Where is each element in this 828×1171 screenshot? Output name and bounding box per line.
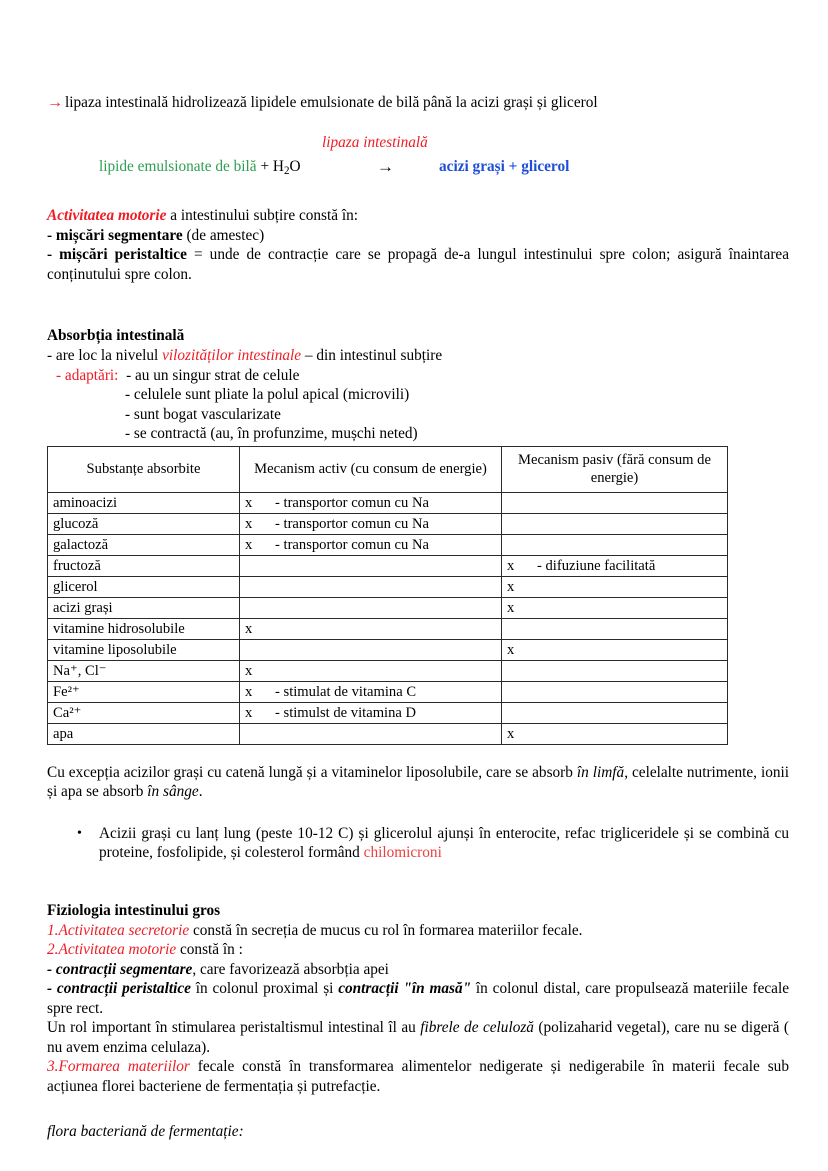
document-content [47,93,789,1142]
active-note: - stimulat de vitamina C [275,683,417,700]
passive-mark: x [507,578,515,595]
reaction-substrate-text: lipide emulsionate de bilă [99,158,257,175]
absorbtie-adaptari-item [47,424,789,444]
table-cell-substance: glucoză [48,513,240,534]
gros-peristaltice-mid: în colonul proximal și [190,980,339,997]
gros-heading: Fiziologia intestinului gros [47,901,221,919]
absorbtie-adaptari-item-text: - sunt bogat vascularizate [125,405,281,423]
post-table-c: . [198,783,203,800]
motricitate-item-2 [47,245,789,284]
gros-celuloza-em: fibrele de celuloză [420,1019,534,1036]
table-cell-substance: galactoză [48,534,240,555]
active-mark: x [245,515,253,532]
post-table-paragraph [47,763,789,802]
table-cell-substance: Fe²⁺ [48,681,240,702]
table-header-row [48,446,728,492]
absorption-table-body [48,492,728,744]
gros-celuloza-line [47,1018,789,1057]
gros-peristaltice-line [47,979,789,1018]
table-row [48,597,728,618]
flora-label: flora bacteriană de fermentație: [47,1123,244,1140]
section-intestin-gros [47,901,789,1097]
table-cell-passive [502,702,728,723]
table-row [48,576,728,597]
table-row [48,618,728,639]
reaction-water-suffix: O [289,158,301,175]
table-cell-active [240,597,502,618]
table-row [48,723,728,744]
table-cell-substance: vitamine hidrosolubile [48,618,240,639]
gros-segmentare-line [47,960,789,980]
table-cell-passive [502,723,728,744]
table-cell-passive [502,492,728,513]
table-cell-active [240,660,502,681]
gros-secretorie-line [47,921,789,941]
gros-motorie-rest: constă în : [176,941,243,958]
gros-formarea-line [47,1057,789,1096]
motricitate-title-rest: a intestinului subțire constă în: [166,207,358,224]
motricitate-item-2-label: - mișcări peristaltice [47,246,187,263]
section-absorbtie [47,326,789,444]
section-motricitate [47,206,789,284]
absorbtie-line-1-a: - are loc la nivelul [47,347,163,364]
table-cell-passive [502,597,728,618]
table-row [48,660,728,681]
table-row [48,681,728,702]
table-header-active: Mecanism activ (cu consum de energie) [240,446,502,492]
active-mark: x [245,620,253,637]
absorbtie-adaptari-label: - adaptări: [56,366,119,384]
absorbtie-adaptari-item [47,405,789,425]
passive-mark: x [507,557,515,574]
table-header-passive: Mecanism pasiv (fără consum de energie) [502,446,728,492]
post-table-b: , celelalte nutrimente, ionii și apa se absorb [47,763,789,800]
table-cell-substance: aminoacizi [48,492,240,513]
intro-line [47,93,789,112]
section-flora [47,1122,789,1142]
table-cell-passive [502,534,728,555]
motricitate-item-1 [47,226,789,246]
active-note: - stimulst de vitamina D [275,704,417,721]
table-cell-substance: vitamine liposolubile [48,639,240,660]
absorbtie-adaptari-line [47,366,789,386]
table-cell-substance: apa [48,723,240,744]
table-row [48,555,728,576]
reaction-water [257,158,301,175]
absorbtie-adaptari-item [47,385,789,405]
gros-secretorie-label: 1.Activitatea secretorie [47,921,190,939]
absorbtie-vilozitati: vilozităților intestinale [162,347,302,364]
absorbtie-line-1-b: – din intestinul subțire [301,347,443,364]
table-cell-substance: Ca²⁺ [48,702,240,723]
gros-motorie-label: 2.Activitatea motorie [47,941,177,958]
reaction-plus-water: + H [260,158,284,175]
active-mark: x [245,536,253,553]
post-table-em-limfa: în limfă [576,763,625,781]
reaction-products: acizi grași + glicerol [439,158,570,175]
table-cell-active [240,723,502,744]
absorbtie-adaptari-first-text: - au un singur strat de celule [126,366,300,384]
absorbtie-adaptari-item-text: - celulele sunt pliate la polul apical (microvili) [125,386,410,403]
table-cell-active [240,702,502,723]
reaction-enzyme-label: lipaza intestinală [322,134,428,151]
table-cell-active [240,681,502,702]
table-cell-substance: Na⁺, Cl⁻ [48,660,240,681]
table-cell-active [240,618,502,639]
motricitate-item-2-rest: = unde de contracție care se propagă de-a lungul intestinului spre colon; asigură înaintarea conținutului spre colon. [47,246,789,283]
bullet-text: Acizii grași cu lanț lung (peste 10-12 C) și glicerolul ajunși în enterocite, refac trigliceridele și se combină cu proteine, fosfolipide, și colesterol formând [99,824,789,861]
active-note: - transportor comun cu Na [275,494,429,511]
gros-peristaltice-rest: în colonul distal, care propulsează materiile fecale spre rect. [47,980,789,1017]
table-header-substance: Substanțe absorbite [48,446,240,492]
chilomicroni-bullet-list [47,824,789,863]
table-row [48,534,728,555]
post-table-em-sange: în sânge [147,783,199,800]
table-cell-passive [502,618,728,639]
table-cell-passive [502,555,728,576]
passive-mark: x [507,725,515,742]
passive-mark: x [507,599,515,616]
motricitate-title-line [47,206,789,226]
gros-celuloza-b: (polizaharid vegetal), care nu se digeră ( nu avem enzima celulaza). [47,1019,789,1056]
gros-motorie-line [47,940,789,960]
list-item [99,824,789,863]
table-cell-passive [502,576,728,597]
table-row [48,513,728,534]
active-mark: x [245,662,253,679]
gros-secretorie-rest: constă în secreția de mucus cu rol în formarea materiilor fecale. [189,921,583,939]
table-row [48,702,728,723]
table-cell-substance: fructoză [48,555,240,576]
table-row [48,639,728,660]
bullet-chilomicroni: chilomicroni [363,844,442,861]
table-row [48,492,728,513]
table-cell-passive [502,660,728,681]
gros-peristaltice-label: - contracții peristaltice [47,980,191,997]
gros-segmentare-rest: , care favorizează absorbția apei [192,960,389,978]
gros-formarea-rest: fecale constă în transformarea alimentelor nedigerate și nedigerabile în materii fecale sub acțiunea florei bacteriene de fermentația și putrefacție. [47,1058,789,1095]
active-mark: x [245,704,253,721]
table-cell-substance: glicerol [48,576,240,597]
reaction-equation [47,134,789,182]
absorbtie-adaptari-first [118,367,299,384]
absorbtie-heading: Absorbția intestinală [47,327,185,344]
passive-mark: x [507,641,515,658]
motricitate-title: Activitatea motorie [47,207,167,224]
table-cell-active [240,639,502,660]
table-cell-active [240,576,502,597]
table-cell-substance: acizi grași [48,597,240,618]
absorbtie-adaptari-item-text: - se contractă (au, în profunzime, mușchi neted) [125,425,418,442]
table-cell-active [240,492,502,513]
absorption-table [47,446,728,745]
absorption-table-head [48,446,728,492]
post-table-a: Cu excepția acizilor grași cu catenă lungă și a vitaminelor liposolubile, care se absorb [47,763,577,781]
active-note: - transportor comun cu Na [275,515,429,532]
motricitate-item-1-rest: (de amestec) [182,226,265,244]
intro-text: lipaza intestinală hidrolizează lipidele emulsionate de bilă până la acizi grași și glicerol [65,94,598,111]
gros-in-masa-label: contracții "în masă" [338,980,472,997]
active-note: - transportor comun cu Na [275,536,429,553]
reaction-substrate [99,158,301,177]
reaction-water-subscript: 2 [283,164,290,177]
table-cell-active [240,555,502,576]
passive-note: - difuziune facilitată [537,557,656,574]
table-cell-active [240,534,502,555]
absorbtie-line-1 [47,346,789,366]
active-mark: x [245,494,253,511]
gros-celuloza-a: Un rol important în stimularea peristaltismul intestinal îl au [47,1019,421,1036]
active-mark: x [245,683,253,700]
motricitate-item-1-label: - mișcări segmentare [47,226,183,244]
table-cell-passive [502,513,728,534]
arrow-right-icon: → [47,94,63,111]
table-cell-passive [502,639,728,660]
gros-segmentare-label: - contracții segmentare [47,960,193,978]
table-cell-active [240,513,502,534]
table-cell-passive [502,681,728,702]
gros-formarea-label: 3.Formarea materiilor [47,1058,190,1075]
reaction-arrow-icon: → [377,157,394,176]
